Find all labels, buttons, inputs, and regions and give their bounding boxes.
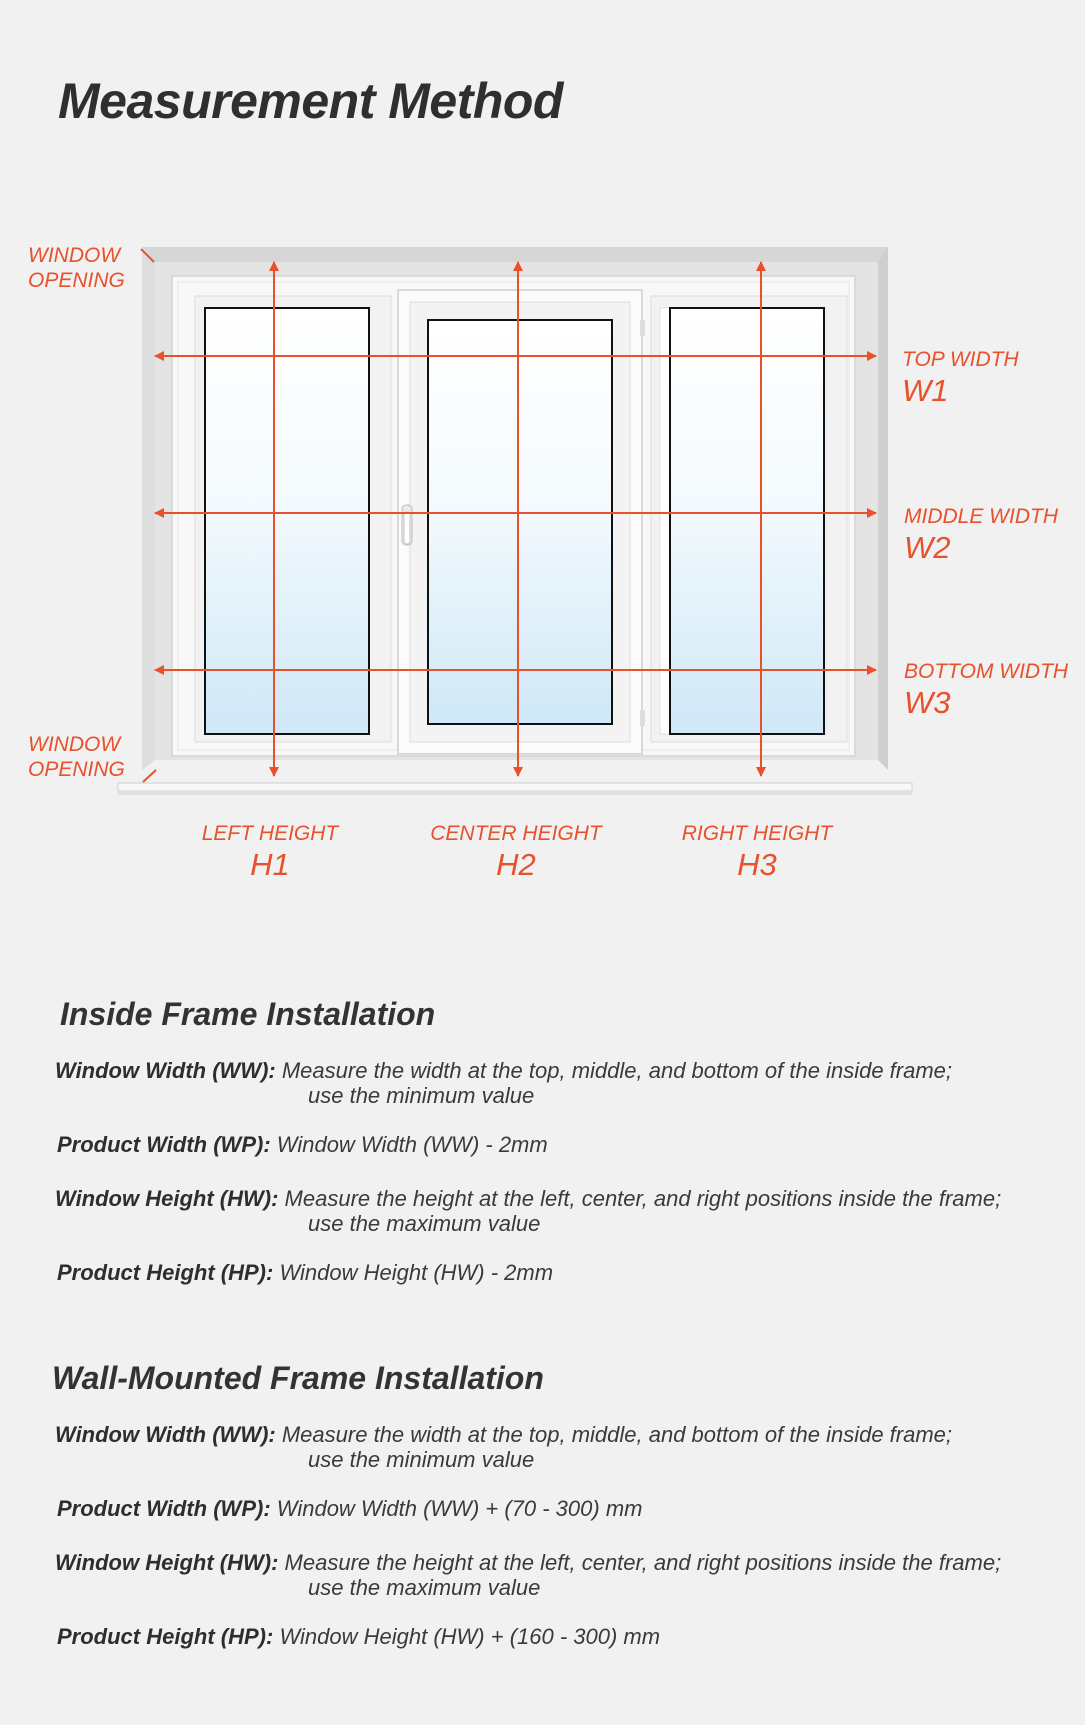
window-sill (118, 783, 912, 795)
row-text: Window Height (HW) + (160 - 300) mm (279, 1624, 661, 1649)
svg-text:H3: H3 (737, 847, 777, 882)
svg-text:W2: W2 (904, 530, 951, 565)
row-continuation: use the minimum value (308, 1447, 535, 1472)
inside-window-height-row (55, 1186, 1001, 1236)
window-opening-top-label (28, 244, 154, 292)
wall-window-height-row (55, 1550, 1001, 1600)
svg-text:H1: H1 (250, 847, 290, 882)
row-key: Window Width (WW): (55, 1058, 276, 1083)
wall-window-width-row (55, 1422, 952, 1472)
top-width-label (902, 348, 1019, 408)
inside-window-width-row (55, 1058, 952, 1108)
svg-text:W1: W1 (902, 373, 949, 408)
left-height-label (202, 822, 341, 882)
svg-text:MIDDLE WIDTH: MIDDLE WIDTH (904, 505, 1058, 528)
inside-product-width-row (57, 1132, 548, 1157)
svg-text:WINDOW: WINDOW (28, 733, 121, 756)
inside-frame-title: Inside Frame Installation (60, 996, 436, 1032)
wall-product-width-row (57, 1496, 642, 1521)
row-continuation: use the maximum value (308, 1575, 541, 1600)
page-title: Measurement Method (58, 73, 563, 129)
svg-text:LEFT HEIGHT: LEFT HEIGHT (201, 822, 339, 845)
row-text: Window Height (HW) - 2mm (279, 1260, 554, 1285)
window-opening-bottom-label (28, 733, 156, 782)
svg-text:TOP WIDTH: TOP WIDTH (902, 348, 1019, 371)
inside-product-height-row (57, 1260, 553, 1285)
right-height-label (682, 822, 835, 882)
window-measurement-diagram (0, 230, 1085, 890)
row-text: Window Width (WW) + (70 - 300) mm (276, 1496, 643, 1521)
row-text: Window Width (WW) - 2mm (276, 1132, 548, 1157)
row-key: Product Height (HP): (57, 1624, 274, 1649)
bottom-width-label (904, 660, 1069, 720)
row-key: Product Width (WP): (57, 1132, 271, 1157)
wall-product-height-row (57, 1624, 660, 1649)
row-continuation: use the minimum value (308, 1083, 535, 1108)
wall-mounted-title: Wall-Mounted Frame Installation (52, 1360, 544, 1396)
row-text: Measure the width at the top, middle, and bottom of the inside frame; (281, 1422, 953, 1447)
window-handle-icon (402, 505, 412, 545)
row-continuation: use the maximum value (308, 1211, 541, 1236)
row-key: Window Height (HW): (55, 1186, 279, 1211)
svg-text:H2: H2 (496, 847, 536, 882)
row-text: Measure the height at the left, center, and right positions inside the frame; (284, 1550, 1002, 1575)
svg-text:RIGHT HEIGHT: RIGHT HEIGHT (681, 822, 833, 845)
svg-text:BOTTOM WIDTH: BOTTOM WIDTH (904, 660, 1069, 683)
row-key: Window Width (WW): (55, 1422, 276, 1447)
svg-text:W3: W3 (904, 685, 951, 720)
svg-text:CENTER HEIGHT: CENTER HEIGHT (430, 822, 602, 845)
row-text: Measure the width at the top, middle, and bottom of the inside frame; (281, 1058, 953, 1083)
svg-text:WINDOW: WINDOW (28, 244, 121, 267)
svg-text:OPENING: OPENING (28, 269, 125, 292)
center-sash (398, 290, 645, 754)
center-height-label (430, 822, 604, 882)
middle-width-label (904, 505, 1059, 565)
svg-text:OPENING: OPENING (28, 758, 125, 781)
row-key: Window Height (HW): (55, 1550, 279, 1575)
right-pane (651, 296, 847, 742)
left-pane (195, 296, 391, 742)
row-text: Measure the height at the left, center, and right positions inside the frame; (284, 1186, 1002, 1211)
row-key: Product Width (WP): (57, 1496, 271, 1521)
row-key: Product Height (HP): (57, 1260, 274, 1285)
